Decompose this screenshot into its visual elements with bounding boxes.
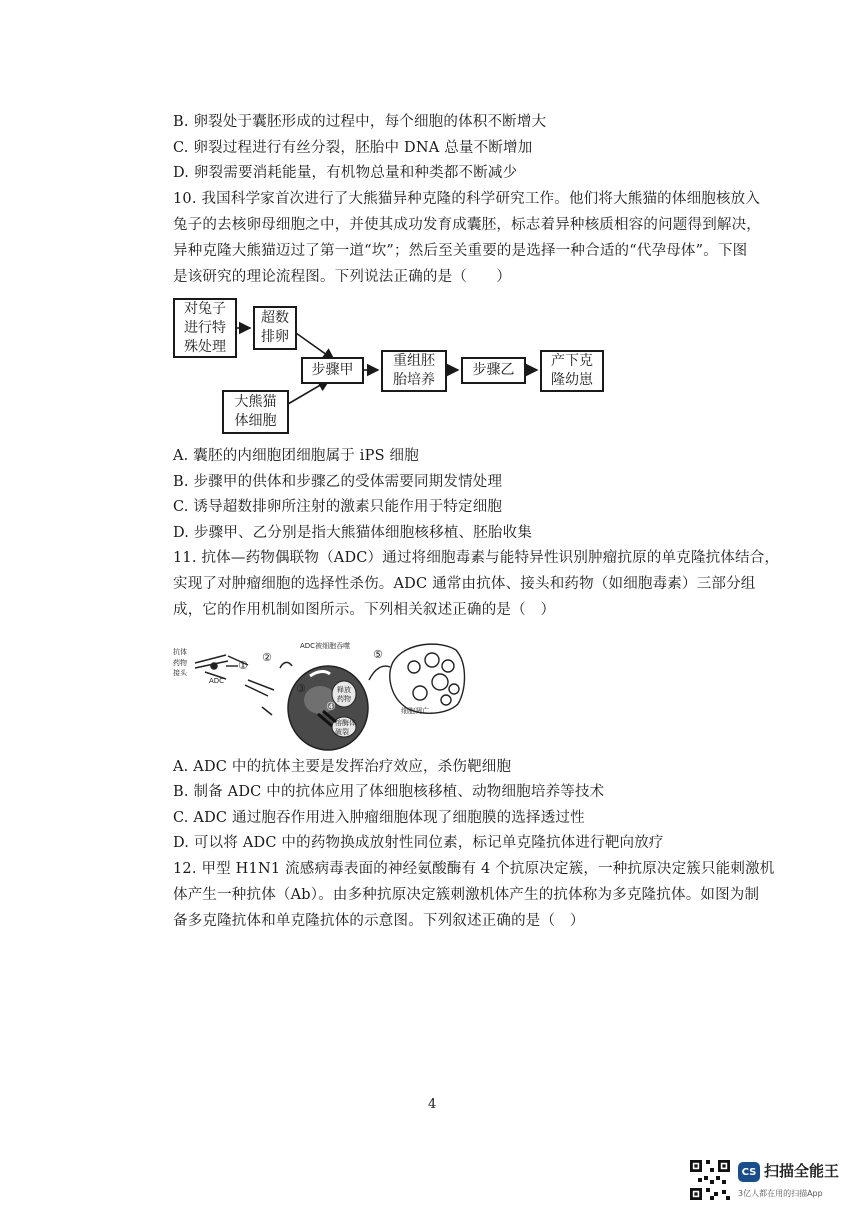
step-b-box: 步骤乙 [461,357,526,384]
adc-label: ADC [209,677,225,685]
panda-cell-box: 大熊猫 体细胞 [222,390,289,434]
step-1-label: ① [238,659,248,672]
step-2-label: ② [262,651,272,664]
option-a-q11: A. ADC 中的抗体主要是发挥治疗效应，杀伤靶细胞 [173,759,512,775]
q10-stem-line: 是该研究的理论流程图。下列说法正确的是（ ） [173,269,512,285]
scanner-tagline: 3亿人都在用的扫描App [738,1189,823,1198]
birth-box: 产下克 隆幼崽 [540,350,604,392]
arrow-5-icon [369,666,390,680]
option-a-q10: A. 囊胚的内细胞团细胞属于 iPS 细胞 [173,448,419,464]
step-4-label: ④ [326,700,336,713]
q10-stem-line: 兔子的去核卵母细胞之中，并使其成功发育成囊胚，标志着异种核质相容的问题得到解决， [173,217,761,233]
rabbit-treatment-box: 对兔子 进行特 殊处理 [173,298,237,358]
option-b-q9: B. 卵裂处于囊胚形成的过程中，每个细胞的体积不断增大 [173,114,547,130]
q12-stem-line: 体产生一种抗体（Ab）。由多种抗原决定簇刺激机体产生的抗体称为多克隆抗体。如图为制 [173,887,760,903]
release-drug-label: 释放 药物 [337,686,351,703]
option-c-q9: C. 卵裂过程进行有丝分裂，胚胎中 DNA 总量不断增加 [173,140,533,156]
page-number: 4 [428,1097,437,1112]
q11-stem-line: 11. 抗体—药物偶联物（ADC）通过将细胞毒素与能特异性识别肿瘤抗原的单克隆抗体结合， [173,550,780,566]
adc-engulfed-label: ADC被细胞吞噬 [300,642,351,650]
cell-death-label: 细胞凋亡 [401,707,429,715]
lysosome-label: 溶酶体 破裂 [335,719,356,736]
step-3-label: ③ [296,682,306,695]
q10-stem-line: 10. 我国科学家首次进行了大熊猫异种克隆的科学研究工作。他们将大熊猫的体细胞核放入 [173,191,761,207]
linker-label: 接头 [173,669,187,677]
apoptotic-cell-icon [390,644,465,713]
option-d-q11: D. 可以将 ADC 中的药物换成放射性同位素，标记单克隆抗体进行靶向放疗 [173,835,664,851]
adc-bound-icon [245,662,292,715]
option-c-q11: C. ADC 通过胞吞作用进入肿瘤细胞体现了细胞膜的选择透过性 [173,810,585,826]
option-c-q10: C. 诱导超数排卵所注射的激素只能作用于特定细胞 [173,499,503,515]
option-d-q10: D. 步骤甲、乙分别是指大熊猫体细胞核移植、胚胎收集 [173,525,533,541]
option-d-q9: D. 卵裂需要消耗能量，有机物总量和种类都不断减少 [173,165,518,181]
step-5-label: ⑤ [373,648,383,661]
qr-code-icon [690,1160,730,1200]
step-a-box: 步骤甲 [301,357,364,384]
option-b-q10: B. 步骤甲的供体和步骤乙的受体需要同期发情处理 [173,474,503,490]
q12-stem-line: 备多克隆抗体和单克隆抗体的示意图。下列叙述正确的是（ ） [173,913,585,929]
q11-stem-line: 成，它的作用机制如图所示。下列相关叙述正确的是（ ） [173,602,556,618]
scanner-brand: 扫描全能王 [764,1162,840,1180]
antibody-label: 抗体 [173,648,187,656]
scanner-logo-icon: CS [738,1162,760,1182]
option-b-q11: B. 制备 ADC 中的抗体应用了体细胞核移植、动物细胞培养等技术 [173,784,605,800]
q10-stem-line: 异种克隆大熊猫迈过了第一道“坎”；然后至关重要的是选择一种合适的“代孕母体”。下图 [173,243,748,259]
embryo-culture-box: 重组胚 胎培养 [381,350,447,392]
q11-stem-line: 实现了对肿瘤细胞的选择性杀伤。ADC 通常由抗体、接头和药物（如细胞毒素）三部分组 [173,576,756,592]
superovulation-box: 超数 排卵 [253,306,297,350]
drug-label: 药物 [173,659,187,667]
q12-stem-line: 12. 甲型 H1N1 流感病毒表面的神经氨酸酶有 4 个抗原决定簇，一种抗原决定簇只能刺激机 [173,861,775,877]
